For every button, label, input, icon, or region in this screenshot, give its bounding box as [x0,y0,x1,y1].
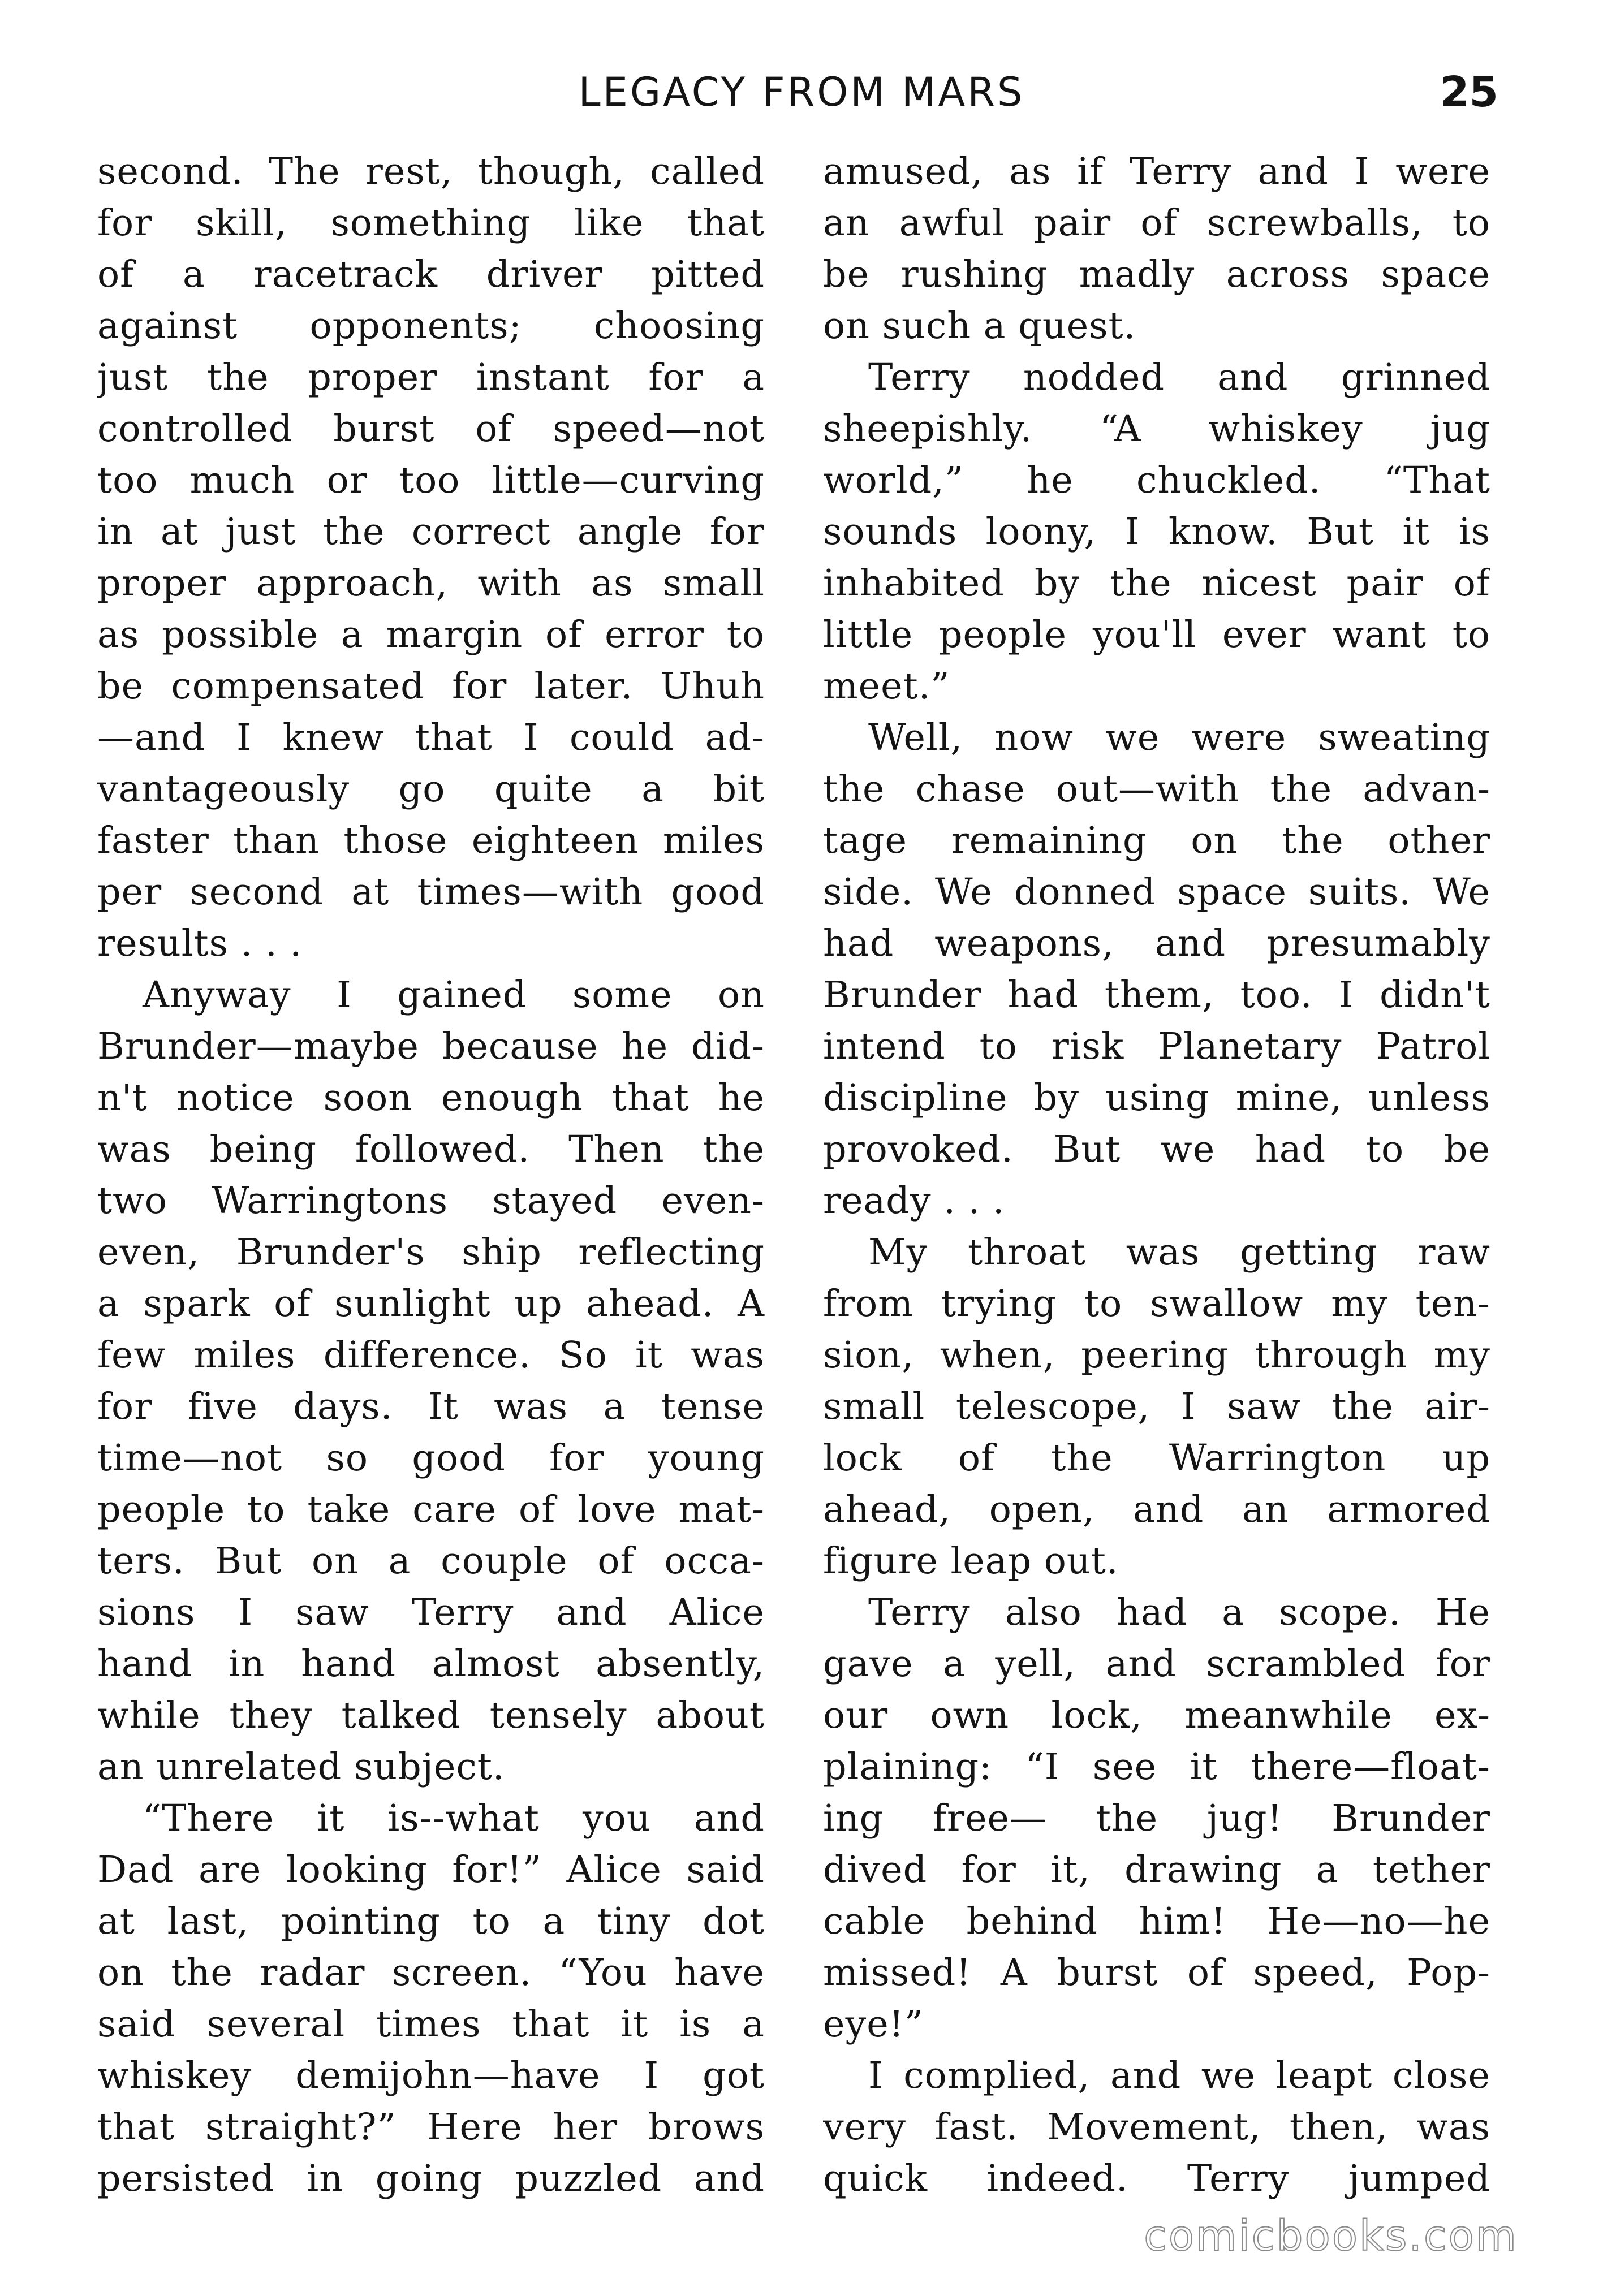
text-line: people to take care of love mat- [97,1488,765,1531]
text-line: just the proper instant for a [97,356,765,399]
watermark: comicbooks.com [1144,2212,1518,2260]
text-line: missed! A burst of speed, Pop- [823,1952,1490,1994]
text-line: two Warringtons stayed even- [97,1180,765,1222]
text-line: ready . . . [823,1180,1005,1222]
text-line: persisted in going puzzled and [97,2157,765,2200]
text-line: I complied, and we leapt close [868,2055,1490,2097]
text-line: whiskey demijohn—have I got [97,2055,765,2097]
text-line: tage remaining on the other [823,819,1490,862]
text-line: quick indeed. Terry jumped [823,2157,1490,2200]
text-line: little people you'll ever want to [823,614,1490,656]
text-line: eye!” [823,2003,924,2045]
text-line: while they talked tensely about [97,1694,765,1737]
text-line: Dad are looking for!” Alice said [97,1849,765,1891]
text-line: sions I saw Terry and Alice [97,1591,765,1634]
text-line: cable behind him! He—no—he [823,1900,1490,1943]
text-line: on the radar screen. “You have [97,1952,765,1994]
running-title: LEGACY FROM MARS [578,69,1025,115]
text-line: as possible a margin of error to [97,614,765,656]
text-line: world,” he chuckled. “That [823,459,1490,502]
text-line: Brunder had them, too. I didn't [823,974,1490,1016]
text-line: meet.” [823,665,950,707]
text-line: provoked. But we had to be [823,1128,1490,1171]
text-line: our own lock, meanwhile ex- [823,1694,1490,1737]
text-line: Terry also had a scope. He [868,1591,1490,1634]
text-line: against opponents; choosing [97,305,765,347]
text-line: amused, as if Terry and I were [823,150,1490,193]
text-line: on such a quest. [823,305,1136,347]
text-line: Anyway I gained some on [143,974,765,1016]
text-line: “There it is--what you and [143,1797,765,1840]
text-line: ing free— the jug! Brunder [823,1797,1490,1840]
text-line: controlled burst of speed—not [97,408,765,450]
text-line: ters. But on a couple of occa- [97,1540,765,1582]
text-line: —and I knew that I could ad- [97,717,765,759]
text-column-right [823,146,1490,2204]
text-line: discipline by using mine, unless [823,1077,1490,1119]
text-line: dived for it, drawing a tether [823,1849,1490,1891]
text-line: Well, now we were sweating [868,717,1490,759]
text-line: faster than those eighteen miles [97,819,765,862]
text-line: was being followed. Then the [97,1128,765,1171]
text-line: had weapons, and presumably [823,922,1490,965]
text-line: inhabited by the nicest pair of [823,562,1490,605]
text-line: in at just the correct angle for [97,511,765,553]
text-line: vantageously go quite a bit [97,768,765,810]
text-line: proper approach, with as small [97,562,765,605]
text-line: ahead, open, and an armored [823,1488,1490,1531]
text-line: even, Brunder's ship reflecting [97,1231,765,1274]
text-line: the chase out—with the advan- [823,768,1490,810]
text-line: be compensated for later. Uhuh [97,665,765,707]
text-line: sheepishly. “A whiskey jug [823,408,1490,450]
text-line: side. We donned space suits. We [823,871,1490,913]
text-line: too much or too little—curving [97,459,765,502]
text-line: of a racetrack driver pitted [97,253,765,296]
text-line: that straight?” Here her brows [97,2106,765,2148]
text-line: My throat was getting raw [868,1231,1490,1274]
text-line: very fast. Movement, then, was [823,2106,1490,2148]
text-line: sion, when, peering through my [823,1334,1490,1376]
text-line: for five days. It was a tense [97,1386,765,1428]
text-line: an awful pair of screwballs, to [823,202,1490,244]
text-line: for skill, something like that [97,202,765,244]
text-line: Terry nodded and grinned [868,356,1490,399]
text-line: be rushing madly across space [823,253,1490,296]
text-line: per second at times—with good [97,871,765,913]
text-line: plaining: “I see it there—float- [823,1746,1490,1788]
text-line: figure leap out. [823,1540,1119,1582]
text-line: results . . . [97,922,302,965]
text-line: intend to risk Planetary Patrol [823,1025,1490,1068]
text-line: n't notice soon enough that he [97,1077,765,1119]
running-head [0,61,1603,123]
text-line: a spark of sunlight up ahead. A [97,1283,765,1325]
text-line: an unrelated subject. [97,1746,505,1788]
text-line: small telescope, I saw the air- [823,1386,1490,1428]
text-line: at last, pointing to a tiny dot [97,1900,765,1943]
text-line: from trying to swallow my ten- [823,1283,1490,1325]
page-number: 25 [1440,68,1498,116]
text-line: gave a yell, and scrambled for [823,1643,1490,1685]
text-line: sounds loony, I know. But it is [823,511,1490,553]
text-column-left [97,146,765,2204]
text-line: second. The rest, though, called [97,150,765,193]
text-line: said several times that it is a [97,2003,765,2045]
text-line: hand in hand almost absently, [97,1643,765,1685]
text-line: Brunder—maybe because he did- [97,1025,765,1068]
text-line: few miles difference. So it was [97,1334,765,1376]
text-line: lock of the Warrington up [823,1437,1490,1479]
text-line: time—not so good for young [97,1437,765,1479]
